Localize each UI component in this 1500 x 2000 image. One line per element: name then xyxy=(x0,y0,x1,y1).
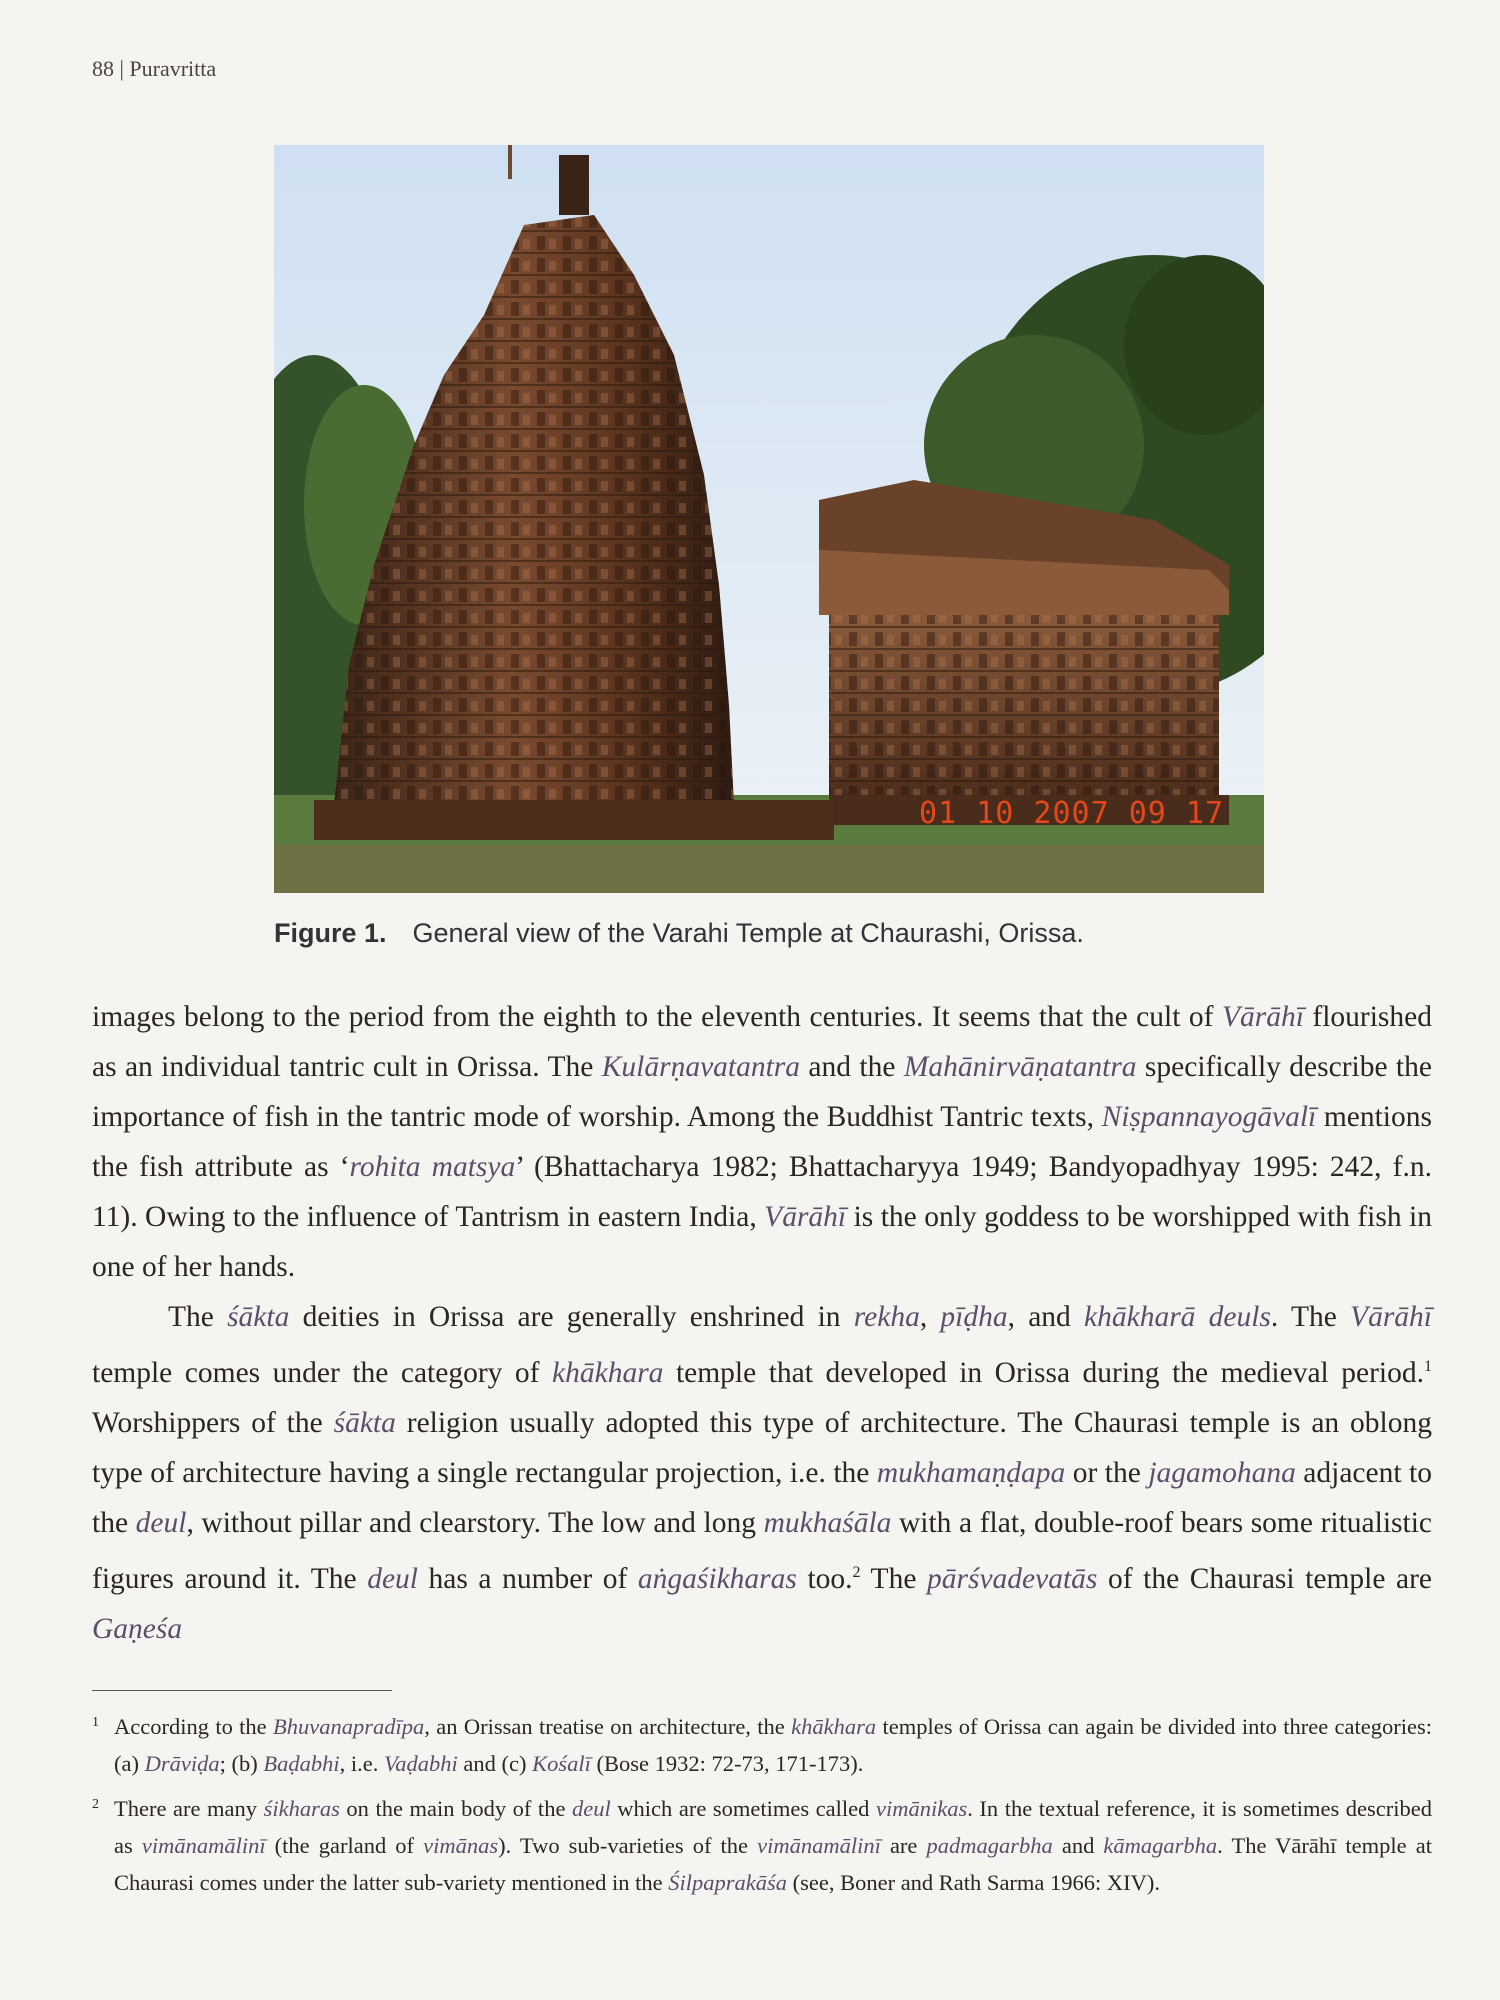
text-run: mentions the fish attribute as ‘ xyxy=(92,1101,1432,1183)
footnote-ref-2[interactable]: 2 xyxy=(852,1563,861,1581)
italic-term: śākta xyxy=(227,1301,290,1333)
footnote-divider xyxy=(92,1690,392,1691)
italic-term: Gaṇeśa xyxy=(92,1612,183,1645)
text-run: are xyxy=(880,1833,927,1858)
figure-label: Figure 1. xyxy=(274,918,387,948)
italic-term: Vārāhī xyxy=(764,1201,847,1233)
italic-term: deul xyxy=(367,1562,418,1595)
text-run: According to the xyxy=(114,1714,274,1739)
italic-term: padmagarbha xyxy=(926,1833,1053,1858)
body-text xyxy=(92,992,1432,1654)
italic-term: mukhamaṇḍapa xyxy=(876,1456,1066,1489)
text-run: ’ (Bhattacharya 1982; Bhattacharyya 1949; Bandyopadhyay 1995: 242, f.n. 11). Owing to the influence of Tantrism in eastern India, xyxy=(92,1151,1433,1233)
text-run: ; (b) xyxy=(219,1751,264,1776)
text-run: with a flat, double-roof bears some ritualistic figures around it. The xyxy=(92,1506,1432,1595)
italic-term: rekha xyxy=(853,1301,920,1333)
text-run: . The Vārāhī temple at Chaurasi comes under the latter sub-variety mentioned in the xyxy=(114,1833,1432,1895)
italic-term: mukhaśāla xyxy=(763,1506,892,1539)
text-run: , and xyxy=(1007,1301,1085,1333)
italic-term: vimānamālinī xyxy=(141,1833,266,1858)
text-run: is the only goddess to be worshipped with fish in one of her hands. xyxy=(92,1201,1432,1283)
text-run: (the garland of xyxy=(265,1833,424,1858)
italic-term: Bhuvanapradīpa xyxy=(273,1714,425,1739)
footnotes xyxy=(92,1708,1432,1909)
italic-term: aṅgaśikharas xyxy=(637,1562,797,1595)
italic-term: khākhara xyxy=(552,1356,664,1389)
running-head: 88 | Puravritta xyxy=(92,56,217,81)
footnote-2 xyxy=(92,1790,1432,1901)
figure-caption xyxy=(274,918,1264,949)
text-run: ). Two sub-varieties of the xyxy=(498,1833,758,1858)
text-run: (see, Boner and Rath Sarma 1966: XIV). xyxy=(786,1870,1161,1895)
text-run: deities in Orissa are generally enshrined in xyxy=(289,1301,854,1333)
italic-term: pārśvadevatās xyxy=(927,1562,1098,1595)
temple-photo-illustration xyxy=(274,145,1264,893)
temple-hall xyxy=(819,480,1229,825)
text-run: adjacent to the xyxy=(92,1456,1432,1539)
italic-term: Kośalī xyxy=(532,1751,591,1776)
text-run: which are sometimes called xyxy=(610,1796,876,1821)
text-run: . In the textual reference, it is sometimes described as xyxy=(114,1796,1433,1858)
text-run: of the Chaurasi temple are xyxy=(1097,1562,1432,1595)
text-run: images belong to the period from the eighth to the eleventh centuries. It seems that the cult of xyxy=(92,1001,1222,1033)
text-run: and (c) xyxy=(457,1751,533,1776)
italic-term: Vārāhī xyxy=(1350,1301,1432,1333)
italic-term: deul xyxy=(572,1796,611,1821)
italic-term: vimānamālinī xyxy=(757,1833,881,1858)
text-run: (Bose 1932: 72-73, 171-173). xyxy=(590,1751,864,1776)
italic-term: Kulārṇavatantra xyxy=(601,1051,801,1083)
paragraph-1 xyxy=(92,992,1432,1292)
text-run: , xyxy=(919,1301,941,1333)
text-run: . The xyxy=(1270,1301,1351,1333)
text-run: , an Orissan treatise on architecture, the xyxy=(424,1714,792,1739)
text-run: The xyxy=(860,1562,927,1595)
italic-term: kāmagarbha xyxy=(1103,1833,1218,1858)
footnote-mark: 2 xyxy=(92,1797,99,1812)
text-run: too. xyxy=(796,1562,853,1595)
text-run: flourished as an individual tantric cult in Orissa. The xyxy=(92,1001,1432,1083)
italic-term: Baḍabhi xyxy=(263,1751,340,1776)
italic-term: śikharas xyxy=(263,1796,340,1821)
italic-term: khākhara xyxy=(791,1714,877,1739)
text-run: has a number of xyxy=(417,1562,638,1595)
italic-term: vimānikas xyxy=(875,1796,968,1821)
italic-term: Drāviḍa xyxy=(144,1751,220,1776)
paragraph-2 xyxy=(92,1292,1432,1654)
italic-term: Śilpaprakāśa xyxy=(668,1870,787,1895)
text-run: specifically describe the importance of fish in the tantric mode of worship. Among the Buddhist Tantric texts, xyxy=(92,1051,1432,1133)
footnote-1 xyxy=(92,1708,1432,1782)
italic-term: rohita matsya xyxy=(349,1151,516,1183)
text-run: , i.e. xyxy=(339,1751,384,1776)
text-run: The xyxy=(168,1301,228,1333)
italic-term: vimānas xyxy=(423,1833,499,1858)
photo-datestamp: 01 10 2007 09 17 xyxy=(919,796,1224,831)
text-run: on the main body of the xyxy=(339,1796,572,1821)
italic-term: Niṣpannayogāvalī xyxy=(1101,1101,1317,1133)
italic-term: Vārāhī xyxy=(1221,1001,1304,1033)
figure-caption-text: General view of the Varahi Temple at Chaurashi, Orissa. xyxy=(412,918,1084,948)
text-run: There are many xyxy=(114,1796,264,1821)
text-run: temples of Orissa can again be divided into three categories: (a) xyxy=(114,1714,1432,1776)
footnote-mark: 1 xyxy=(92,1715,99,1730)
text-run: temple comes under the category of xyxy=(92,1356,553,1389)
footnote-ref-1[interactable]: 1 xyxy=(1423,1358,1432,1375)
italic-term: Vaḍabhi xyxy=(383,1751,458,1776)
text-run: Worshippers of the xyxy=(92,1406,334,1439)
text-run: religion usually adopted this type of architecture. The Chaurasi temple is an oblong type of architecture having a single rectangular projection, i.e. the xyxy=(92,1406,1432,1489)
italic-term: śākta xyxy=(333,1406,396,1439)
text-run: temple that developed in Orissa during the medieval period. xyxy=(663,1356,1424,1389)
text-run: or the xyxy=(1065,1456,1149,1489)
text-run: and the xyxy=(800,1051,904,1083)
italic-term: Mahānirvāṇatantra xyxy=(903,1051,1137,1083)
italic-term: deul xyxy=(135,1506,187,1539)
text-run: , without pillar and clearstory. The low and long xyxy=(186,1506,764,1539)
italic-term: pīḍha xyxy=(940,1301,1008,1333)
italic-term: khākharā deuls xyxy=(1084,1301,1271,1333)
text-run: and xyxy=(1052,1833,1104,1858)
temple-photo xyxy=(274,145,1264,893)
italic-term: jagamohana xyxy=(1148,1456,1296,1489)
